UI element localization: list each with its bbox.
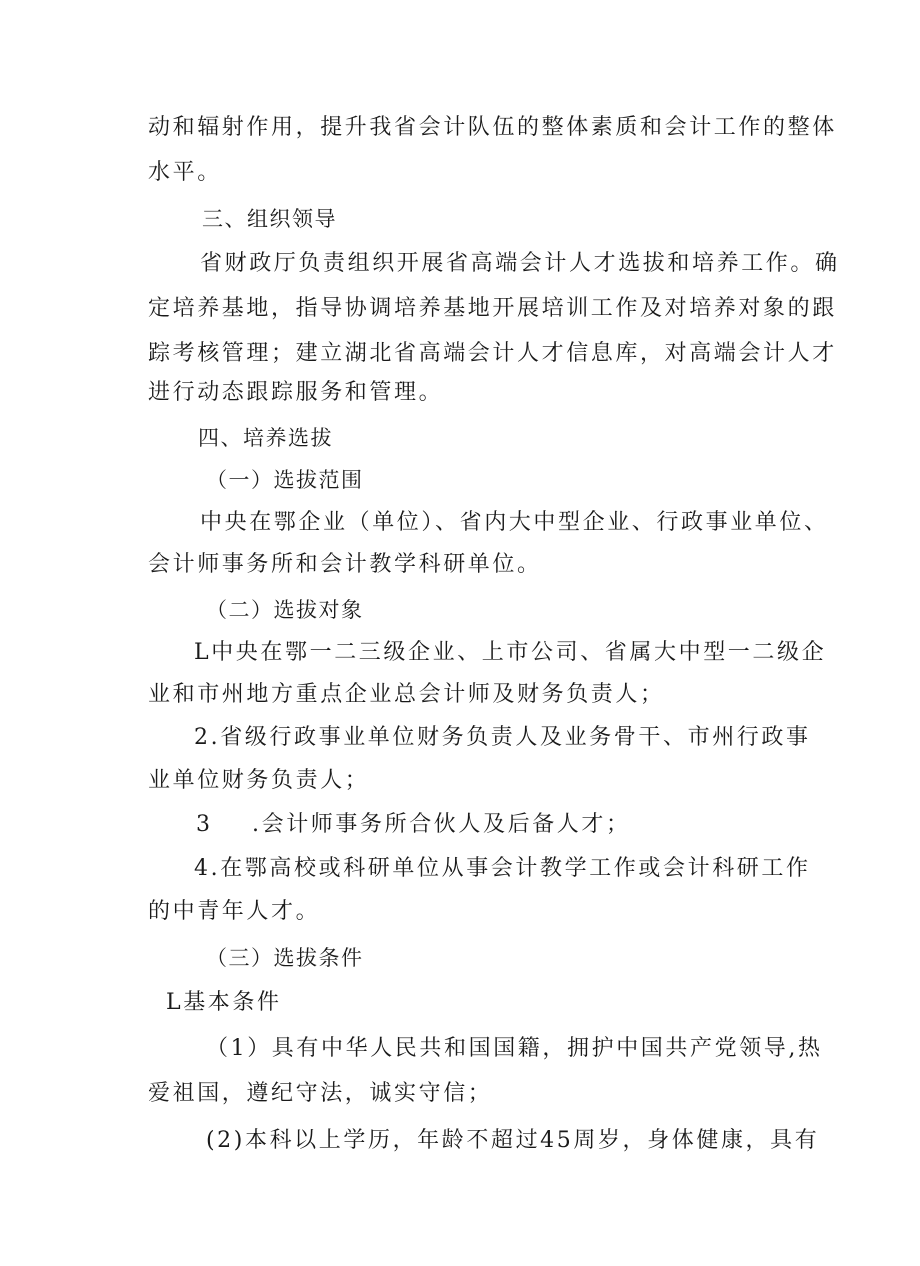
list-item-line: 4.在鄂高校或科研单位从事会计教学工作或会计科研工作 (194, 856, 811, 881)
list-item-line: 2.省级行政事业单位财务负责人及业务骨干、市州行政事 (194, 725, 811, 750)
list-item-number: 3 (196, 812, 213, 837)
paragraph-line: 踪考核管理；建立湖北省高端会计人才信息库，对高端会计人才 (148, 341, 837, 366)
list-item-line: L中央在鄂一二三级企业、上市公司、省属大中型一二级企 (194, 640, 827, 665)
list-item-line: 爱祖国，遵纪守法，诚实守信； (148, 1081, 493, 1106)
paragraph-line: 定培养基地，指导协调培养基地开展培训工作及对培养对象的跟 (148, 296, 837, 321)
section-heading-selection: 四、培养选拔 (198, 426, 333, 450)
paragraph-line: 动和辐射作用，提升我省会计队伍的整体素质和会计工作的整体 (148, 115, 837, 140)
paragraph-line: 省财政厅负责组织开展省高端会计人才选拔和培养工作。确 (200, 251, 840, 276)
subsection-heading-conditions: （三）选拔条件 (206, 946, 364, 970)
list-item-line: .会计师事务所合伙人及后备人才； (252, 812, 631, 837)
list-item-line: 业单位财务负责人； (148, 768, 370, 793)
list-item-line: （1）具有中华人民共和国国籍，拥护中国共产党领导,热 (206, 1036, 823, 1061)
list-item-line: 的中青年人才。 (148, 899, 321, 924)
list-item-line: (2)本科以上学历，年龄不超过45周岁，身体健康，具有 (206, 1128, 820, 1153)
subsection-heading-targets: （二）选拔对象 (206, 598, 364, 622)
paragraph-line: 水平。 (148, 160, 222, 185)
paragraph-line: 会计师事务所和会计教学科研单位。 (148, 552, 542, 577)
paragraph-line: 中央在鄂企业（单位）、省内大中型企业、行政事业单位、 (200, 510, 829, 535)
paragraph-line: 进行动态跟踪服务和管理。 (148, 380, 444, 405)
list-item-line: L基本条件 (166, 990, 282, 1015)
subsection-heading-scope: （一）选拔范围 (206, 468, 364, 492)
section-heading-organization: 三、组织领导 (202, 207, 337, 231)
list-item-line: 业和市州地方重点企业总会计师及财务负责人； (148, 682, 665, 707)
